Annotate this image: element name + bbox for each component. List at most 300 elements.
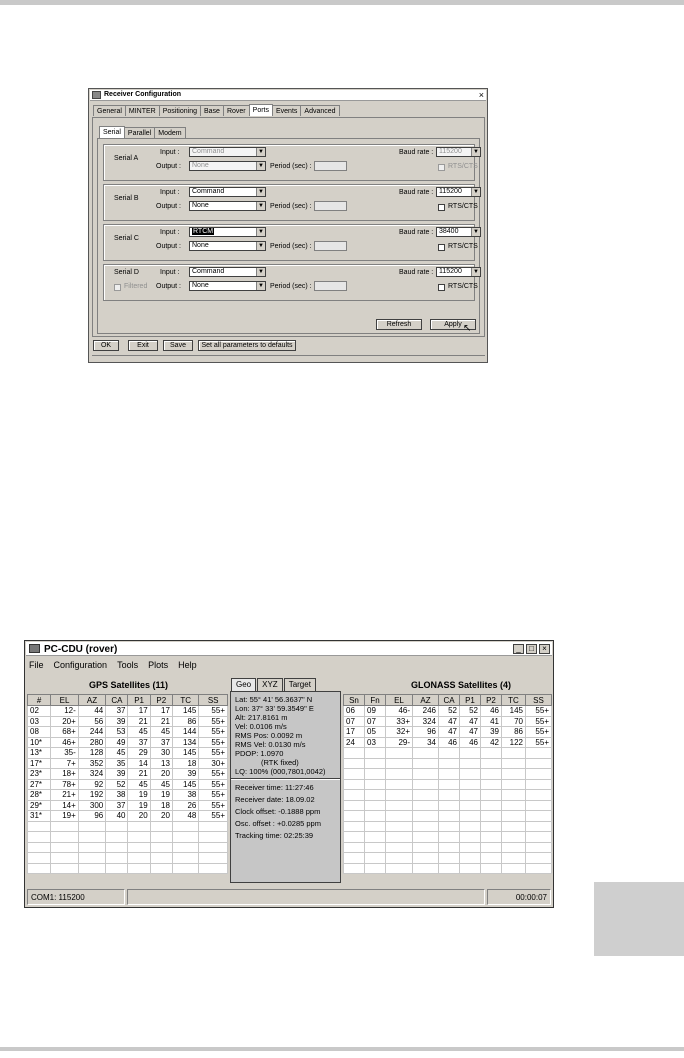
table-cell bbox=[106, 842, 128, 853]
table-cell bbox=[502, 821, 526, 832]
table-row bbox=[344, 842, 552, 853]
app-icon bbox=[29, 644, 40, 653]
table-cell bbox=[439, 863, 460, 874]
tab-geo[interactable]: Geo bbox=[231, 678, 256, 691]
serial-c-rts-checkbox[interactable] bbox=[438, 244, 445, 251]
table-cell bbox=[502, 842, 526, 853]
table-cell: 19 bbox=[150, 790, 172, 801]
solution-status: (RTK fixed) bbox=[261, 758, 299, 767]
serial-b-output-select[interactable]: None ▼ bbox=[189, 201, 266, 211]
table-cell bbox=[199, 821, 228, 832]
tab-advanced[interactable]: Advanced bbox=[300, 105, 339, 116]
table-cell bbox=[344, 758, 365, 769]
table-cell: 32+ bbox=[386, 727, 413, 738]
table-cell: 19 bbox=[128, 800, 150, 811]
table-cell bbox=[439, 779, 460, 790]
table-cell: 08 bbox=[28, 727, 51, 738]
panel-divider bbox=[231, 778, 340, 780]
table-cell: 21+ bbox=[51, 790, 79, 801]
pc-cdu-window bbox=[24, 640, 554, 908]
table-cell bbox=[386, 769, 413, 780]
column-header[interactable]: P2 bbox=[150, 695, 172, 706]
elapsed-time: 00:00:07 bbox=[487, 889, 551, 905]
longitude: Lon: 37° 33' 59.3549" E bbox=[235, 704, 314, 713]
table-row bbox=[344, 727, 552, 738]
menu-help[interactable]: Help bbox=[178, 660, 197, 670]
table-cell bbox=[502, 758, 526, 769]
table-cell bbox=[386, 779, 413, 790]
table-cell bbox=[439, 821, 460, 832]
table-cell bbox=[51, 863, 79, 874]
table-cell: 20 bbox=[150, 811, 172, 822]
table-cell: 7+ bbox=[51, 758, 79, 769]
column-header[interactable]: CA bbox=[106, 695, 128, 706]
input-label: Input : bbox=[160, 229, 180, 236]
table-cell: 20 bbox=[128, 811, 150, 822]
table-row bbox=[344, 737, 552, 748]
port-status: COM1: 115200 bbox=[27, 889, 125, 905]
rts-label: RTS/CTS bbox=[448, 203, 478, 210]
cdu-title: PC-CDU (rover) bbox=[44, 644, 118, 655]
tab-rover[interactable]: Rover bbox=[223, 105, 250, 116]
table-cell: 03 bbox=[28, 716, 51, 727]
table-cell bbox=[28, 821, 51, 832]
table-cell: 21 bbox=[128, 716, 150, 727]
table-cell bbox=[481, 758, 502, 769]
table-cell bbox=[150, 832, 172, 843]
table-cell bbox=[344, 821, 365, 832]
baud-label: Baud rate : bbox=[399, 189, 434, 196]
table-cell: 45 bbox=[128, 779, 150, 790]
tab-base[interactable]: Base bbox=[200, 105, 224, 116]
tab-target[interactable]: Target bbox=[284, 678, 316, 691]
table-row bbox=[344, 706, 552, 717]
table-cell bbox=[128, 842, 150, 853]
tab-serial[interactable]: Serial bbox=[99, 126, 125, 138]
table-cell bbox=[386, 853, 413, 864]
table-cell bbox=[460, 800, 481, 811]
table-cell bbox=[128, 821, 150, 832]
table-cell: 48 bbox=[172, 811, 198, 822]
serial-b-baud-select[interactable]: 115200 ▼ bbox=[436, 187, 481, 197]
tab-xyz[interactable]: XYZ bbox=[257, 678, 283, 691]
serial-d-group bbox=[103, 264, 479, 301]
output-label: Output : bbox=[156, 203, 181, 210]
table-cell bbox=[344, 842, 365, 853]
table-cell: 37 bbox=[106, 800, 128, 811]
serial-a-input-select[interactable]: Command ▼ bbox=[189, 147, 266, 157]
serial-c-period-input[interactable] bbox=[314, 241, 347, 251]
table-cell: 14 bbox=[128, 758, 150, 769]
serial-a-period-input[interactable] bbox=[314, 161, 347, 171]
table-cell bbox=[460, 832, 481, 843]
column-header[interactable]: TC bbox=[172, 695, 198, 706]
table-cell bbox=[28, 853, 51, 864]
table-cell: 55+ bbox=[199, 716, 228, 727]
tab-events[interactable]: Events bbox=[272, 105, 301, 116]
table-cell bbox=[78, 863, 106, 874]
table-cell bbox=[386, 800, 413, 811]
table-cell bbox=[150, 863, 172, 874]
table-cell bbox=[106, 832, 128, 843]
serial-d-rts-checkbox[interactable] bbox=[438, 284, 445, 291]
table-cell: 47 bbox=[460, 716, 481, 727]
table-cell bbox=[526, 842, 552, 853]
tab-parallel[interactable]: Parallel bbox=[124, 127, 155, 138]
column-header[interactable]: P1 bbox=[460, 695, 481, 706]
table-cell: 20 bbox=[150, 769, 172, 780]
table-cell: 29- bbox=[386, 737, 413, 748]
clock-offset: Clock offset: -0.1888 ppm bbox=[235, 807, 321, 816]
table-cell: 55+ bbox=[526, 716, 552, 727]
table-cell bbox=[502, 779, 526, 790]
app-icon bbox=[92, 91, 101, 99]
table-cell: 14+ bbox=[51, 800, 79, 811]
table-row bbox=[28, 758, 228, 769]
table-cell bbox=[150, 842, 172, 853]
table-cell bbox=[172, 832, 198, 843]
link-quality: LQ: 100% (000,7801,0042) bbox=[235, 767, 326, 776]
table-row bbox=[344, 769, 552, 780]
gps-satellites-title: GPS Satellites (11) bbox=[89, 680, 169, 690]
table-cell: 20+ bbox=[51, 716, 79, 727]
serial-d-output-select[interactable]: None ▼ bbox=[189, 281, 266, 291]
table-cell bbox=[413, 758, 439, 769]
table-cell bbox=[481, 863, 502, 874]
baud-label: Baud rate : bbox=[399, 269, 434, 276]
table-cell: 86 bbox=[502, 727, 526, 738]
filtered-checkbox[interactable] bbox=[114, 284, 121, 291]
table-cell bbox=[365, 769, 386, 780]
rms-velocity: RMS Vel: 0.0130 m/s bbox=[235, 740, 306, 749]
table-cell: 39 bbox=[106, 716, 128, 727]
table-cell bbox=[386, 863, 413, 874]
table-cell bbox=[413, 863, 439, 874]
table-cell: 70 bbox=[502, 716, 526, 727]
table-cell: 55+ bbox=[526, 727, 552, 738]
table-cell bbox=[365, 821, 386, 832]
table-cell bbox=[172, 863, 198, 874]
ok-button[interactable]: OK bbox=[93, 340, 119, 351]
minimize-icon[interactable]: _ bbox=[513, 644, 524, 654]
tab-general[interactable]: General bbox=[93, 105, 126, 116]
table-cell bbox=[460, 758, 481, 769]
table-cell: 52 bbox=[106, 779, 128, 790]
table-cell: 40 bbox=[106, 811, 128, 822]
table-cell: 17 bbox=[128, 706, 150, 717]
column-header[interactable]: AZ bbox=[413, 695, 439, 706]
table-cell bbox=[439, 800, 460, 811]
table-cell bbox=[502, 853, 526, 864]
table-cell: 145 bbox=[502, 706, 526, 717]
table-cell bbox=[481, 811, 502, 822]
table-cell: 55+ bbox=[199, 790, 228, 801]
tab-ports[interactable]: Ports bbox=[249, 104, 273, 116]
table-cell bbox=[365, 790, 386, 801]
table-cell bbox=[28, 832, 51, 843]
table-cell bbox=[78, 853, 106, 864]
status-message bbox=[127, 889, 485, 905]
menu-plots[interactable]: Plots bbox=[148, 660, 169, 670]
table-cell bbox=[51, 821, 79, 832]
serial-c-label: Serial C bbox=[114, 235, 139, 242]
table-cell bbox=[365, 863, 386, 874]
serial-b-rts-checkbox[interactable] bbox=[438, 204, 445, 211]
table-cell bbox=[199, 832, 228, 843]
table-row bbox=[28, 706, 228, 717]
table-cell: 55+ bbox=[199, 706, 228, 717]
latitude: Lat: 55° 41' 56.3637" N bbox=[235, 695, 313, 704]
column-header[interactable]: AZ bbox=[78, 695, 106, 706]
menu-file[interactable]: File bbox=[29, 660, 44, 670]
table-cell: 35- bbox=[51, 748, 79, 759]
rms-position: RMS Pos: 0.0092 m bbox=[235, 731, 303, 740]
table-cell bbox=[413, 800, 439, 811]
table-cell: 18+ bbox=[51, 769, 79, 780]
table-row bbox=[344, 716, 552, 727]
table-cell bbox=[413, 769, 439, 780]
table-row bbox=[344, 811, 552, 822]
table-cell bbox=[439, 758, 460, 769]
table-cell: 09 bbox=[365, 706, 386, 717]
maximize-icon[interactable]: □ bbox=[526, 644, 537, 654]
menu-tools[interactable]: Tools bbox=[117, 660, 139, 670]
column-header[interactable]: # bbox=[28, 695, 51, 706]
table-cell: 55+ bbox=[199, 769, 228, 780]
serial-a-output-select[interactable]: None ▼ bbox=[189, 161, 266, 171]
table-cell: 352 bbox=[78, 758, 106, 769]
tracking-time: Tracking time: 02:25:39 bbox=[235, 831, 314, 840]
table-cell bbox=[365, 811, 386, 822]
receiver-configuration-dialog bbox=[88, 88, 488, 363]
table-cell bbox=[526, 811, 552, 822]
table-cell bbox=[51, 832, 79, 843]
table-cell: 31* bbox=[28, 811, 51, 822]
table-cell bbox=[526, 748, 552, 759]
table-cell: 41 bbox=[481, 716, 502, 727]
dropdown-arrow-icon: ▼ bbox=[471, 228, 480, 236]
close-icon[interactable]: × bbox=[478, 90, 484, 100]
table-cell bbox=[526, 853, 552, 864]
table-cell bbox=[481, 790, 502, 801]
ports-panel bbox=[92, 117, 485, 337]
table-cell: 46- bbox=[386, 706, 413, 717]
table-cell: 52 bbox=[460, 706, 481, 717]
column-header[interactable]: EL bbox=[51, 695, 79, 706]
column-header[interactable]: Sn bbox=[344, 695, 365, 706]
page-top-rule bbox=[0, 0, 684, 5]
table-cell: 55+ bbox=[199, 800, 228, 811]
table-cell bbox=[28, 842, 51, 853]
table-cell: 10* bbox=[28, 737, 51, 748]
table-cell bbox=[344, 800, 365, 811]
output-label: Output : bbox=[156, 163, 181, 170]
table-row bbox=[344, 779, 552, 790]
baud-label: Baud rate : bbox=[399, 229, 434, 236]
table-cell bbox=[344, 811, 365, 822]
table-cell: 21 bbox=[150, 716, 172, 727]
table-cell bbox=[502, 832, 526, 843]
table-cell bbox=[172, 853, 198, 864]
serial-a-baud-select[interactable]: 115200 ▼ bbox=[436, 147, 481, 157]
serial-a-group bbox=[103, 144, 479, 181]
table-row bbox=[344, 800, 552, 811]
table-cell bbox=[502, 790, 526, 801]
table-cell: 134 bbox=[172, 737, 198, 748]
table-cell: 122 bbox=[502, 737, 526, 748]
column-header[interactable]: CA bbox=[439, 695, 460, 706]
table-cell: 19 bbox=[128, 790, 150, 801]
altitude: Alt: 217.8161 m bbox=[235, 713, 288, 722]
table-cell bbox=[481, 821, 502, 832]
table-row bbox=[344, 790, 552, 801]
serial-d-period-input[interactable] bbox=[314, 281, 347, 291]
table-cell: 46 bbox=[460, 737, 481, 748]
table-row bbox=[28, 790, 228, 801]
table-cell bbox=[344, 853, 365, 864]
table-cell bbox=[386, 748, 413, 759]
table-cell bbox=[481, 779, 502, 790]
table-cell bbox=[199, 863, 228, 874]
oscillator-offset: Osc. offset : +0.0285 ppm bbox=[235, 819, 321, 828]
dropdown-arrow-icon: ▼ bbox=[256, 148, 265, 156]
table-cell bbox=[481, 853, 502, 864]
column-header[interactable]: SS bbox=[526, 695, 552, 706]
pdop: PDOP: 1.0970 bbox=[235, 749, 284, 758]
table-cell: 44 bbox=[78, 706, 106, 717]
serial-c-input-select[interactable]: RTCM ▼ bbox=[189, 227, 266, 237]
dropdown-arrow-icon: ▼ bbox=[256, 162, 265, 170]
save-button[interactable]: Save bbox=[163, 340, 193, 351]
table-cell: 45 bbox=[150, 779, 172, 790]
table-row bbox=[344, 853, 552, 864]
table-cell: 07 bbox=[344, 716, 365, 727]
table-cell: 55+ bbox=[199, 779, 228, 790]
serial-c-output-select[interactable]: None ▼ bbox=[189, 241, 266, 251]
table-cell bbox=[172, 821, 198, 832]
table-cell: 56 bbox=[78, 716, 106, 727]
serial-panel bbox=[97, 138, 480, 334]
status-bar bbox=[27, 889, 552, 906]
input-label: Input : bbox=[160, 189, 180, 196]
table-cell bbox=[365, 758, 386, 769]
table-cell: 39 bbox=[481, 727, 502, 738]
table-cell: 30+ bbox=[199, 758, 228, 769]
rts-label: RTS/CTS bbox=[448, 283, 478, 290]
table-cell bbox=[78, 821, 106, 832]
table-cell: 55+ bbox=[199, 811, 228, 822]
set-defaults-button[interactable]: Set all parameters to defaults bbox=[198, 340, 296, 351]
table-cell bbox=[413, 821, 439, 832]
table-cell bbox=[413, 790, 439, 801]
column-header[interactable]: P1 bbox=[128, 695, 150, 706]
table-cell: 300 bbox=[78, 800, 106, 811]
table-cell: 21 bbox=[128, 769, 150, 780]
table-cell: 46 bbox=[439, 737, 460, 748]
table-cell: 37 bbox=[128, 737, 150, 748]
table-cell bbox=[413, 842, 439, 853]
table-cell bbox=[526, 800, 552, 811]
table-row bbox=[28, 811, 228, 822]
table-cell: 45 bbox=[106, 748, 128, 759]
footer-divider bbox=[92, 355, 485, 361]
tab-modem[interactable]: Modem bbox=[154, 127, 185, 138]
table-row bbox=[28, 769, 228, 780]
serial-b-input-select[interactable]: Command ▼ bbox=[189, 187, 266, 197]
tab-minter[interactable]: MINTER bbox=[125, 105, 160, 116]
position-tabs bbox=[231, 678, 317, 692]
dropdown-arrow-icon: ▼ bbox=[256, 268, 265, 276]
table-cell: 38 bbox=[172, 790, 198, 801]
column-header[interactable]: EL bbox=[386, 695, 413, 706]
dropdown-arrow-icon: ▼ bbox=[256, 188, 265, 196]
table-cell bbox=[413, 748, 439, 759]
table-cell: 96 bbox=[413, 727, 439, 738]
table-cell bbox=[481, 832, 502, 843]
table-cell: 07 bbox=[365, 716, 386, 727]
table-cell: 24 bbox=[344, 737, 365, 748]
column-header[interactable]: TC bbox=[502, 695, 526, 706]
table-cell: 13* bbox=[28, 748, 51, 759]
output-label: Output : bbox=[156, 283, 181, 290]
serial-b-period-input[interactable] bbox=[314, 201, 347, 211]
table-cell bbox=[106, 821, 128, 832]
table-cell bbox=[439, 811, 460, 822]
table-cell: 02 bbox=[28, 706, 51, 717]
table-cell: 26 bbox=[172, 800, 198, 811]
table-row bbox=[28, 800, 228, 811]
table-cell bbox=[128, 832, 150, 843]
serial-d-baud-select[interactable]: 115200 ▼ bbox=[436, 267, 481, 277]
table-cell bbox=[502, 863, 526, 874]
position-panel bbox=[230, 691, 341, 883]
cdu-titlebar bbox=[26, 642, 552, 656]
velocity: Vel: 0.0106 m/s bbox=[235, 722, 287, 731]
table-cell bbox=[460, 842, 481, 853]
tab-positioning[interactable]: Positioning bbox=[159, 105, 201, 116]
column-header[interactable]: Fn bbox=[365, 695, 386, 706]
close-icon[interactable]: × bbox=[539, 644, 550, 654]
table-cell: 46 bbox=[481, 706, 502, 717]
table-cell: 33+ bbox=[386, 716, 413, 727]
table-cell bbox=[386, 790, 413, 801]
table-cell: 37 bbox=[150, 737, 172, 748]
serial-a-rts-checkbox[interactable] bbox=[438, 164, 445, 171]
table-cell bbox=[413, 779, 439, 790]
exit-button[interactable]: Exit bbox=[128, 340, 158, 351]
table-cell: 39 bbox=[106, 769, 128, 780]
apply-button[interactable]: Apply bbox=[430, 319, 476, 330]
table-cell bbox=[344, 779, 365, 790]
column-header[interactable]: P2 bbox=[481, 695, 502, 706]
table-cell bbox=[439, 748, 460, 759]
input-label: Input : bbox=[160, 269, 180, 276]
column-header[interactable]: SS bbox=[199, 695, 228, 706]
table-cell: 05 bbox=[365, 727, 386, 738]
refresh-button[interactable]: Refresh bbox=[376, 319, 422, 330]
dropdown-arrow-icon: ▼ bbox=[471, 268, 480, 276]
menu-configuration[interactable]: Configuration bbox=[53, 660, 108, 670]
table-cell bbox=[413, 811, 439, 822]
table-cell: 55+ bbox=[199, 748, 228, 759]
dropdown-arrow-icon: ▼ bbox=[256, 202, 265, 210]
table-cell: 145 bbox=[172, 779, 198, 790]
table-cell bbox=[106, 853, 128, 864]
table-cell bbox=[481, 769, 502, 780]
serial-c-baud-select[interactable]: 38400 ▼ bbox=[436, 227, 481, 237]
serial-d-input-select[interactable]: Command ▼ bbox=[189, 267, 266, 277]
table-row bbox=[28, 863, 228, 874]
